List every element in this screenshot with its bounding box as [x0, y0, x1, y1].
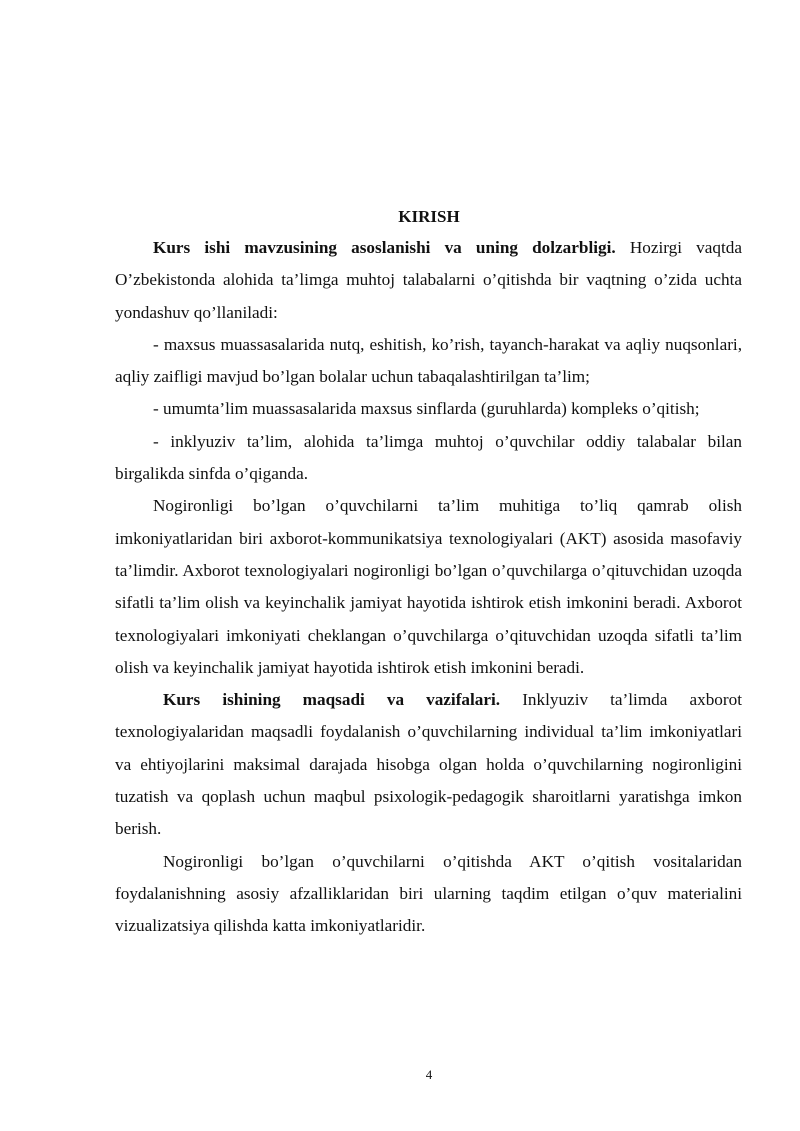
- paragraph-advantages: [115, 846, 742, 943]
- list-item-inclusive: [115, 426, 742, 491]
- paragraph-relevance: [115, 232, 742, 329]
- paragraph-lead: Kurs ishi mavzusining asoslanishi va uning dolzarbligi.: [153, 238, 616, 257]
- list-item-special-institutions: [115, 329, 742, 394]
- page-number: 4: [425, 1067, 433, 1082]
- paragraph-text: Nogironligi bo’lgan o’quvchilarni ta’lim muhitiga to’liq qamrab olish imkoniyatlaridan biri axborot-kommunikatsiya texnologiyalari (AKT) asosida masofaviy ta’limdir. Axborot texnologiyalari nogironligi bo’lgan o’quvchilarga o’qituvchidan uzoqda sifatli ta’lim olish va keyinchalik jamiyat hayotida ishtirok etish imkonini beradi. Axborot texnologiyalari imkoniyati cheklangan o’quvchilarga o’qituvchidan uzoqda sifatli ta’lim olish va keyinchalik jamiyat hayotida ishtirok etish imkonini beradi.: [115, 496, 742, 677]
- paragraph-goals: [115, 684, 742, 845]
- paragraph-lead: Kurs ishining maqsadi va vazifalari.: [163, 690, 501, 710]
- section-heading: KIRISH: [398, 207, 460, 226]
- paragraph-ict: [115, 490, 742, 684]
- paragraph-text: Inklyuziv ta’limda axborot texnologiyalaridan maqsadli foydalanish o’quvchilarning individual ta’lim imkoniyatlari va ehtiyojlarini maksimal darajada hisobga olgan holda o’quvchilarning nogironligini tuzatish va qoplash uchun maqbul psixologik-pedagogik sharoitlarni yaratishga imkon berish.: [115, 690, 742, 839]
- paragraph-text: Hozirgi vaqtda O’zbekistonda alohida ta’limga muhtoj talabalarni o’qitishda bir vaqtning o’zida uchta yondashuv qo’llaniladi:: [115, 238, 742, 322]
- body-text: [115, 232, 742, 943]
- list-item-special-classes: [115, 393, 742, 425]
- paragraph-text: - inklyuziv ta’lim, alohida ta’limga muhtoj o’quvchilar oddiy talabalar bilan birgalikda sinfda o’qiganda.: [115, 431, 742, 484]
- paragraph-text: Nogironligi bo’lgan o’quvchilarni o’qitishda AKT o’qitish vositalaridan foydalanishning asosiy afzalliklaridan biri ularning taqdim etilgan o’quv materialini vizualizatsiya qilishda katta imkoniyatlaridir.: [115, 851, 742, 936]
- paragraph-text: - umumta’lim muassasalarida maxsus sinflarda (guruhlarda) kompleks o’qitish;: [153, 399, 700, 419]
- paragraph-text: - maxsus muassasalarida nutq, eshitish, ko’rish, tayanch-harakat va aqliy nuqsonlari, aqliy zaifligi mavjud bo’lgan bolalar uchun tabaqalashtirilgan ta’lim;: [115, 334, 742, 387]
